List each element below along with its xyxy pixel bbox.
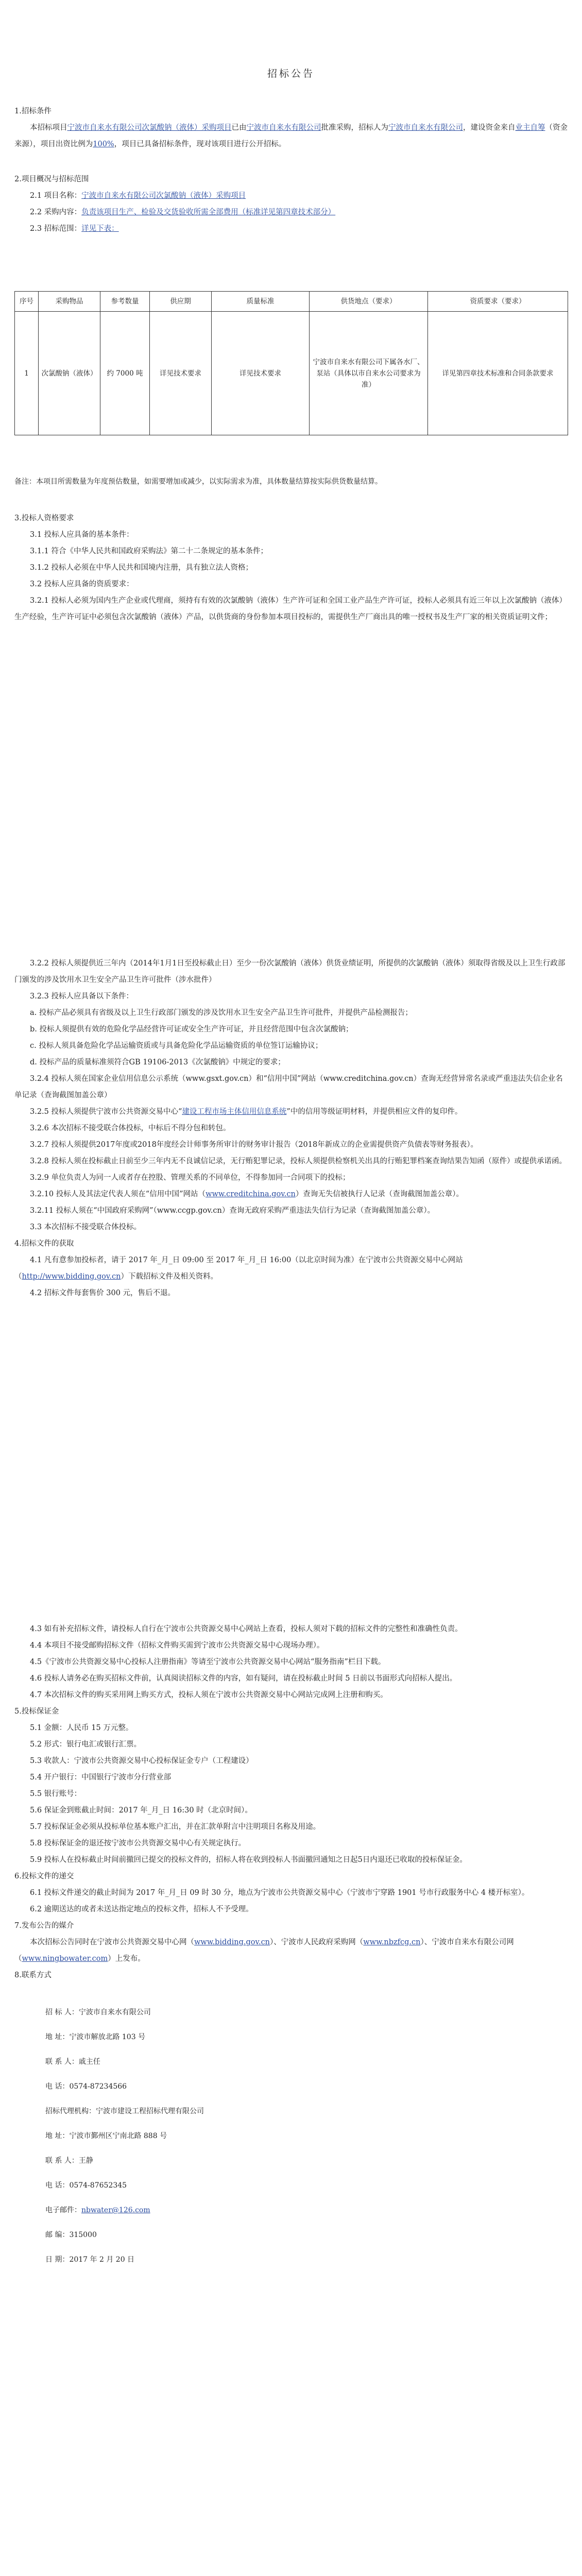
- table-header: 采购物品: [39, 292, 100, 312]
- fund-ratio-link[interactable]: 100%: [93, 140, 114, 148]
- contact-line: 联 系 人：王静: [45, 2157, 93, 2165]
- section-heading: 1.招标条件: [14, 107, 52, 115]
- credit-system-link[interactable]: 建设工程市场主体信用信息系统: [182, 1108, 287, 1116]
- paragraph: 4.5《宁波市公共资源交易中心投标人注册指南》等请至宁波市公共资源交易中心网站“服务指南”栏目下载。: [30, 1658, 386, 1666]
- text: ）上发布。: [108, 1955, 145, 1963]
- paragraph: 3.2.7 投标人须提供2017年度或2018年度经会计师事务所审计的财务审计报告（2018年新成立的企业需提供资产负债表等财务报表）。: [30, 1141, 478, 1149]
- paragraph: [14, 188, 568, 204]
- paragraph: b. 投标人须提供有效的危险化学品经营许可证或安全生产许可证，并且经营范围中包含次氯酸钠；: [30, 1025, 353, 1033]
- paragraph: 5.7 投标保证金必须从投标单位基本账户汇出，并在汇款单附言中注明项目名称及用途。: [30, 1823, 321, 1831]
- text: 本招标项目: [30, 124, 67, 132]
- table-cell: 次氯酸钠（液体）: [39, 312, 100, 435]
- paragraph: 3.2.6 本次招标不接受联合体投标，中标后不得分包和转包。: [30, 1124, 231, 1132]
- text: 电子邮件：: [45, 2206, 81, 2214]
- paragraph: 5.5 银行账号：: [30, 1790, 82, 1798]
- page-title: 招标公告: [267, 68, 315, 79]
- text: 3.2.10 投标人及其法定代表人须在“信用中国”网站（: [30, 1190, 206, 1198]
- text: ”中的信用等级证明材料，并提供相应文件的复印件。: [286, 1108, 463, 1116]
- paragraph: 3.2.9 单位负责人为同一人或者存在控股、管理关系的不同单位，不得参加同一合同项下的投标；: [30, 1174, 350, 1182]
- table-cell: 详见第四章技术标准和合同条款要求: [428, 312, 568, 435]
- contact-line: 地 址：宁波市鄞州区宁南北路 888 号: [45, 2132, 167, 2140]
- paragraph: 3.2.8 投标人须在投标截止日前至少三年内无不良诚信记录，无行贿犯罪记录，投标人须提供检察机关出具的行贿犯罪档案查询结果告知函（原件）或提供承诺函。: [30, 1157, 567, 1165]
- spacer: [14, 1984, 568, 2000]
- paragraph: c. 投标人须具备危险化学品运输资质或与具备危险化学品运输资质的单位签订运输协议；: [30, 1042, 323, 1050]
- text: （资金来源），项目出资比例为: [14, 124, 568, 148]
- contact-line: 电 话：0574-87234566: [45, 2082, 127, 2091]
- paragraph: 3.2.2 投标人须提供近三年内（2014年1月1日至投标截止日）至少一份次氯酸钠（液体）供货业绩证明，所提供的次氯酸钠（液体）须取得省级及以上卫生行政部门颁发的涉及饮用水卫生安全产品卫生许可批件（涉水批件）: [14, 959, 566, 984]
- gov-procurement-link[interactable]: www.nbzfcg.cn: [363, 1938, 421, 1946]
- contact-line: 日 期：2017 年 2 月 20 日: [45, 2256, 135, 2264]
- creditchina-link[interactable]: www.creditchina.gov.cn: [206, 1190, 296, 1198]
- contact-line: 招标代理机构：宁波市建设工程招标代理有限公司: [45, 2107, 204, 2115]
- paragraph: 5.9 投标人在投标截止时间前撤回已提交的投标文件的，招标人将在收到投标人书面撤回通知之日起5日内退还已收取的投标保证金。: [30, 1856, 467, 1864]
- contact-block: [14, 2000, 568, 2272]
- paragraph: 3.2.1 投标人必须为国内生产企业或代理商，须持有有效的次氯酸钠（液体）生产许可证和全国工业产品生产许可证，投标人必须具有近三年以上次氯酸钠（液体）生产经验，生产许可证中必须包含次氯酸钠（液体）产品，以供货商的身份参加本项目投标的，需提供生产厂商出具的唯一授权书及生产厂家的相关资质证明文件；: [14, 597, 567, 621]
- paragraph: 5.3 收款人：宁波市公共资源交易中心投标保证金专户（工程建设）: [30, 1757, 253, 1765]
- bidding-site-link[interactable]: http://www.bidding.gov.cn: [22, 1273, 121, 1281]
- section-heading: 3.投标人资格要求: [14, 514, 74, 522]
- section-tender-conditions: [14, 103, 568, 152]
- table-header: 序号: [15, 292, 39, 312]
- paragraph: 5.1 金额：人民币 15 万元整。: [30, 1724, 133, 1732]
- scope-link[interactable]: 详见下表：: [81, 225, 119, 233]
- contact-line: [45, 2198, 568, 2223]
- text: 2.1 项目名称：: [30, 192, 82, 200]
- paragraph: 3.1 投标人应具备的基本条件：: [30, 531, 134, 539]
- paragraph: 6.1 投标文件递交的截止时间为 2017 年_月_日 09 时 30 分，地点为宁波市公共资源交易中心（宁波市宁穿路 1901 号市行政服务中心 4 楼开标室）。: [30, 1889, 529, 1897]
- approver-link[interactable]: 宁波市自来水有限公司: [246, 124, 321, 132]
- table-cell: 详见技术要求: [150, 312, 212, 435]
- paragraph: 4.6 投标人请务必在购买招标文件前，认真阅读招标文件的内容，如有疑问，请在投标截止时间 5 日前以书面形式向招标人提出。: [30, 1674, 457, 1683]
- table-header: 参考数量: [100, 292, 150, 312]
- text: ，项目已具备招标条件，现对该项目进行公开招标。: [114, 140, 286, 148]
- page-break-space: [14, 625, 568, 955]
- section-heading: 8.联系方式: [14, 1971, 52, 1979]
- paragraph: 4.2 招标文件每套售价 300 元，售后不退。: [30, 1289, 176, 1297]
- page-break-space: [14, 1301, 568, 1621]
- section-heading: 2.项目概况与招标范围: [14, 175, 89, 183]
- text: 批准采购，招标人为: [321, 124, 388, 132]
- table-row: [15, 312, 568, 435]
- paragraph: 5.2 形式：银行电汇或银行汇票。: [30, 1740, 142, 1749]
- project-link[interactable]: 宁波市自来水有限公司次氯酸钠（液体）采购项目: [67, 124, 232, 132]
- contact-line: 电 话：0574-87652345: [45, 2181, 127, 2190]
- paragraph: [14, 1186, 568, 1202]
- paragraph: 3.2.3 投标人应具备以下条件：: [30, 992, 134, 1001]
- text: ）下载招标文件及相关资料。: [121, 1273, 218, 1281]
- table-header: 质量标准: [212, 292, 310, 312]
- paragraph: 3.2.11 投标人须在“中国政府采购网”（www.ccgp.gov.cn）查询无政府采购严重违法失信行为记录（查询截图加盖公章）。: [30, 1207, 435, 1215]
- table-cell: 详见技术要求: [212, 312, 310, 435]
- project-name-link[interactable]: 宁波市自来水有限公司次氯酸钠（液体）采购项目: [81, 192, 246, 200]
- table-header: 供应期: [150, 292, 212, 312]
- tenderer-link[interactable]: 宁波市自来水有限公司: [388, 124, 463, 132]
- contact-line: 招 标 人：宁波市自来水有限公司: [45, 2008, 151, 2016]
- text: ，建设资金来自: [463, 124, 516, 132]
- paragraph: 5.6 保证金到账截止时间：2017 年_月_日 16:30 时（北京时间）。: [30, 1806, 252, 1815]
- section-heading: 7.发布公告的媒介: [14, 1922, 74, 1930]
- table-cell: 1: [15, 312, 39, 435]
- section-project-overview: [14, 171, 568, 237]
- table-cell: 宁波市自来水有限公司下属各水厂、泵站（具体以市自来水公司要求为准）: [310, 312, 428, 435]
- section-heading: 4.招标文件的获取: [14, 1240, 74, 1248]
- email-link[interactable]: nbwater@126.com: [81, 2206, 150, 2214]
- paragraph: d. 投标产品的质量标准须符合GB 19106-2013《次氯酸钠》中规定的要求；: [30, 1058, 285, 1066]
- text: 3.2.5 投标人须提供宁波市公共资源交易中心“: [30, 1108, 182, 1116]
- content-link[interactable]: 负责该项目生产、检验及交货验收所需全部费用（标准详见第四章技术部分）: [81, 208, 336, 216]
- paragraph: [14, 1934, 568, 1967]
- table-cell: 约 7000 吨: [100, 312, 150, 435]
- paragraph: 3.2 投标人应具备的资质要求：: [30, 580, 134, 588]
- section-qualification: [14, 510, 568, 2272]
- text: 2.2 采购内容：: [30, 208, 82, 216]
- paragraph: 5.8 投标保证金的退还按宁波市公共资源交易中心有关规定执行。: [30, 1839, 246, 1848]
- table-note: 备注：本项目所需数量为年度预估数量，如需要增加或减少，以实际需求为准，具体数量结算按实际供货数量结算。: [14, 478, 382, 486]
- paragraph: [14, 120, 568, 152]
- paragraph: [14, 204, 568, 221]
- paragraph: a. 投标产品必须具有省级及以上卫生行政部门颁发的涉及饮用水卫生安全产品卫生许可批件，并提供产品检测报告；: [30, 1009, 413, 1017]
- text: 已由: [231, 124, 247, 132]
- paragraph: [14, 1252, 568, 1285]
- paragraph: 3.2.4 投标人须在国家企业信用信息公示系统（www.gsxt.gov.cn）和“信用中国”网站（www.creditchina.gov.cn）查询无经营异常名录或严重违法失信企业名单记录（查询截图加盖公章）: [14, 1075, 563, 1099]
- paragraph: 3.3 本次招标不接受联合体投标。: [30, 1223, 142, 1231]
- table-header: 资质要求（要求）: [428, 292, 568, 312]
- text: ）、宁波市人民政府采购网（: [270, 1938, 364, 1946]
- paragraph: 4.4 本项目不接受邮购招标文件（招标文件购买需到宁波市公共资源交易中心现场办理）。: [30, 1641, 324, 1650]
- table-header-row: [15, 292, 568, 312]
- fund-source-link[interactable]: 业主自筹: [515, 124, 545, 132]
- procurement-table: [14, 291, 568, 435]
- paragraph: 4.7 本次招标文件的购买采用网上购买方式，投标人须在宁波市公共资源交易中心网站完成网上注册和购买。: [30, 1691, 388, 1699]
- contact-line: 地 址：宁波市解放北路 103 号: [45, 2033, 146, 2041]
- paragraph: [14, 1104, 568, 1120]
- text: 本次招标公告同时在宁波市公共资源交易中心网（: [30, 1938, 194, 1946]
- text: 4.1 凡有意参加投标者，请于 2017 年_月_日 09:00 至 2017 年_月_日 16:00（以北京时间为准）在宁波市公共资源交易中心网站（: [14, 1256, 463, 1281]
- paragraph: 5.4 开户银行：中国银行宁波市分行营业部: [30, 1773, 172, 1782]
- text: ）查询无失信被执行人记录（查询截图加盖公章）。: [295, 1190, 464, 1198]
- section-heading: 5.投标保证金: [14, 1707, 59, 1716]
- paragraph: 4.3 如有补充招标文件，请投标人自行在宁波市公共资源交易中心网站上查看，投标人须对下载的招标文件的完整性和准确性负责。: [30, 1625, 463, 1633]
- paragraph: 3.1.2 投标人必须在中华人民共和国境内注册，具有独立法人资格；: [30, 564, 253, 572]
- contact-line: 联 系 人：戚主任: [45, 2058, 100, 2066]
- paragraph: [14, 221, 568, 237]
- table-header: 供货地点（要求）: [310, 292, 428, 312]
- paragraph: 3.1.1 符合《中华人民共和国政府采购法》第二十二条规定的基本条件；: [30, 547, 268, 555]
- paragraph: 6.2 逾期送达的或者未送达指定地点的投标文件，招标人不予受理。: [30, 1905, 253, 1913]
- text: ）、宁波市自来水有限公司网（: [14, 1938, 514, 1963]
- bidding-site-link[interactable]: www.bidding.gov.cn: [194, 1938, 270, 1946]
- contact-line: 邮 编：315000: [45, 2231, 97, 2239]
- section-heading: 6.投标文件的递交: [14, 1872, 74, 1880]
- water-company-link[interactable]: www.ningbowater.com: [22, 1955, 108, 1963]
- text: 2.3 招标范围：: [30, 225, 82, 233]
